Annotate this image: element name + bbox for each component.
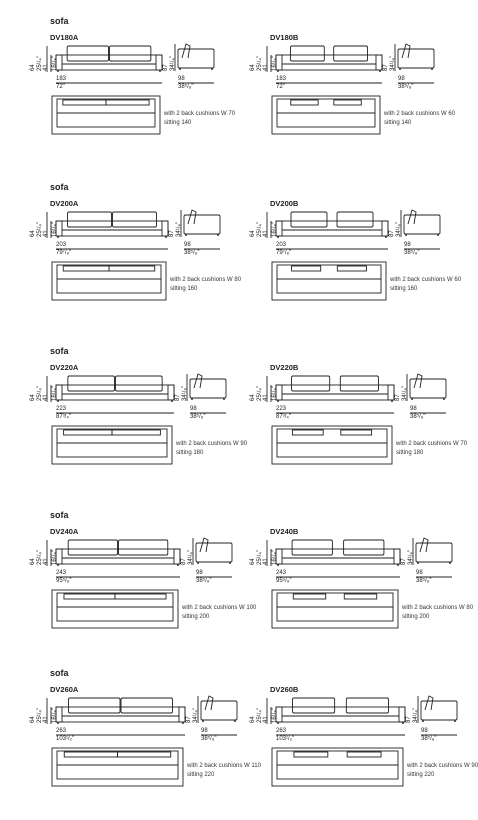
height-in-label: 25¹/₄" <box>37 222 43 237</box>
back-cushion-left <box>67 46 108 61</box>
height-in-label: 25¹/₄" <box>37 386 43 401</box>
side-height-in-label: 34¹/₄" <box>413 708 419 723</box>
side-back-cushion <box>402 44 410 58</box>
side-back-cushion <box>200 538 208 552</box>
sofa-front-body <box>276 707 405 722</box>
depth-in-label: 38⁵/₈" <box>196 578 212 584</box>
side-height-cm-label: 87 <box>163 64 169 71</box>
back-cushion-left <box>293 698 335 713</box>
back-cushion-right <box>113 212 157 227</box>
side-height-cm-label: 87 <box>406 716 412 723</box>
height-cm-label: 64 <box>250 716 256 723</box>
depth-in-label: 38⁵/₈" <box>416 578 432 584</box>
side-height-cm-label: 87 <box>383 64 389 71</box>
cushions-note: with 2 back cushions W 90 <box>407 763 478 769</box>
width-cm-label: 263 <box>276 728 287 734</box>
seat-cm-label: 41 <box>43 394 49 401</box>
sofa-front-body <box>276 549 400 564</box>
side-height-in-label: 34¹/₄" <box>408 550 414 565</box>
sitting-note: sitting 200 <box>182 614 210 620</box>
depth-cm-label: 98 <box>410 406 417 412</box>
width-in-label: 79⁷/₈" <box>276 250 292 256</box>
seat-cm-label: 41 <box>43 64 49 71</box>
side-height-cm-label: 87 <box>186 716 192 723</box>
height-cm-label: 64 <box>30 64 36 71</box>
width-in-label: 95⁵/₈" <box>56 578 72 584</box>
depth-cm-label: 98 <box>196 570 203 576</box>
width-in-label: 95⁵/₈" <box>276 578 292 584</box>
depth-cm-label: 98 <box>416 570 423 576</box>
depth-in-label: 38⁵/₈" <box>421 736 437 742</box>
side-back-cushion <box>188 210 196 224</box>
depth-in-label: 38⁵/₈" <box>178 84 194 90</box>
sitting-note: sitting 200 <box>402 614 430 620</box>
width-in-label: 79⁷/₈" <box>56 250 72 256</box>
depth-cm-label: 98 <box>178 76 185 82</box>
side-height-in-label: 34¹/₄" <box>188 550 194 565</box>
plan-outline <box>272 748 403 786</box>
plan-back-cushion-right <box>106 100 149 105</box>
seat-in-label: 16¹/₈" <box>52 56 58 71</box>
side-height-cm-label: 87 <box>401 558 407 565</box>
depth-cm-label: 98 <box>201 728 208 734</box>
side-back-cushion <box>194 374 202 388</box>
plan-back-cushion-left <box>64 430 112 435</box>
cushions-note: with 2 back cushions W 60 <box>384 111 456 117</box>
side-height-cm-label: 87 <box>169 230 175 237</box>
sitting-note: sitting 180 <box>396 450 424 456</box>
back-cushion-right <box>121 698 172 713</box>
section-title: sofa <box>50 182 69 192</box>
sofa-front-right-arm <box>179 707 185 722</box>
back-cushion-right <box>334 46 368 61</box>
plan-back-cushion-right <box>347 752 381 757</box>
height-cm-label: 64 <box>250 394 256 401</box>
back-cushion-right <box>340 376 378 391</box>
seat-cm-label: 41 <box>263 64 269 71</box>
sofa-front-right-arm <box>376 55 382 70</box>
sofa-front-right-arm <box>156 55 162 70</box>
side-height-in-label: 34¹/₄" <box>176 222 182 237</box>
height-in-label: 25¹/₄" <box>257 386 263 401</box>
back-cushion-left <box>291 212 327 227</box>
side-height-in-label: 34¹/₄" <box>193 708 199 723</box>
depth-in-label: 38⁵/₈" <box>398 84 414 90</box>
side-height-cm-label: 87 <box>175 394 181 401</box>
width-in-label: 103¹/₂" <box>276 736 295 742</box>
width-in-label: 103¹/₂" <box>56 736 75 742</box>
plan-back-cushion-right <box>341 430 372 435</box>
plan-outline <box>272 590 398 628</box>
sofa-front-right-arm <box>388 385 394 400</box>
model-code: DV180B <box>270 33 299 42</box>
cushions-note: with 2 back cushions W 110 <box>187 763 261 769</box>
side-height-cm-label: 87 <box>395 394 401 401</box>
back-cushion-right <box>110 46 151 61</box>
plan-outline <box>272 426 392 464</box>
cushions-note: with 2 back cushions W 90 <box>176 441 248 447</box>
model-code: DV180A <box>50 33 79 42</box>
width-cm-label: 263 <box>56 728 67 734</box>
seat-in-label: 16¹/₈" <box>52 550 58 565</box>
width-cm-label: 203 <box>56 242 67 248</box>
height-cm-label: 64 <box>250 230 256 237</box>
sofa-front-right-arm <box>162 221 168 236</box>
side-height-cm-label: 87 <box>389 230 395 237</box>
side-height-cm-label: 87 <box>181 558 187 565</box>
depth-cm-label: 98 <box>398 76 405 82</box>
depth-in-label: 38⁵/₈" <box>410 414 426 420</box>
seat-cm-label: 41 <box>263 558 269 565</box>
back-cushion-left <box>68 212 112 227</box>
section-title: sofa <box>50 346 69 356</box>
sitting-note: sitting 220 <box>187 772 215 778</box>
side-back-cushion <box>182 44 190 58</box>
cushions-note: with 2 back cushions W 70 <box>164 111 236 117</box>
sitting-note: sitting 180 <box>176 450 204 456</box>
depth-in-label: 38⁵/₈" <box>190 414 206 420</box>
model-code: DV240B <box>270 527 299 536</box>
back-cushion-left <box>68 540 117 555</box>
model-code: DV260A <box>50 685 79 694</box>
back-cushion-right <box>344 540 384 555</box>
width-in-label: 87³/₄" <box>56 414 71 420</box>
seat-cm-label: 41 <box>263 230 269 237</box>
width-cm-label: 223 <box>276 406 287 412</box>
plan-back-cushion-left <box>292 430 323 435</box>
sofa-front-body <box>276 385 394 400</box>
seat-in-label: 16¹/₈" <box>52 222 58 237</box>
side-height-in-label: 34¹/₄" <box>170 56 176 71</box>
sofa-front-body <box>276 221 388 236</box>
back-cushion-right <box>119 540 168 555</box>
back-cushion-left <box>292 540 332 555</box>
seat-in-label: 16¹/₈" <box>272 386 278 401</box>
width-cm-label: 183 <box>56 76 67 82</box>
plan-back-cushion-left <box>292 266 321 271</box>
height-in-label: 25¹/₄" <box>257 708 263 723</box>
side-back-cushion <box>420 538 428 552</box>
width-in-label: 72" <box>56 84 65 90</box>
plan-back-cushion-left <box>294 752 328 757</box>
sofa-front-body <box>56 221 168 236</box>
depth-in-label: 38⁵/₈" <box>201 736 217 742</box>
sitting-note: sitting 160 <box>390 286 418 292</box>
seat-in-label: 16¹/₈" <box>52 386 58 401</box>
sofa-front-right-arm <box>399 707 405 722</box>
back-cushion-left <box>292 376 330 391</box>
sofa-front-body <box>56 549 180 564</box>
width-in-label: 87³/₄" <box>276 414 291 420</box>
plan-back-cushion-right <box>337 266 366 271</box>
width-cm-label: 203 <box>276 242 287 248</box>
depth-cm-label: 98 <box>421 728 428 734</box>
back-cushion-left <box>290 46 324 61</box>
plan-back-cushion-right <box>115 594 166 599</box>
sofa-front-body <box>56 707 185 722</box>
cushions-note: with 2 back cushions W 60 <box>390 277 462 283</box>
height-cm-label: 64 <box>250 64 256 71</box>
cushions-note: with 2 back cushions W 80 <box>170 277 242 283</box>
height-in-label: 25¹/₄" <box>257 550 263 565</box>
model-code: DV220B <box>270 363 299 372</box>
side-back-cushion <box>205 696 213 710</box>
height-in-label: 25¹/₄" <box>257 56 263 71</box>
back-cushion-left <box>68 376 115 391</box>
width-cm-label: 243 <box>276 570 287 576</box>
depth-cm-label: 98 <box>190 406 197 412</box>
seat-cm-label: 41 <box>263 716 269 723</box>
back-cushion-left <box>69 698 120 713</box>
plan-back-cushion-right <box>112 430 160 435</box>
height-in-label: 25¹/₄" <box>37 56 43 71</box>
sofa-front-body <box>56 385 174 400</box>
plan-back-cushion-left <box>291 100 318 105</box>
depth-cm-label: 98 <box>184 242 191 248</box>
seat-in-label: 16¹/₈" <box>272 222 278 237</box>
depth-cm-label: 98 <box>404 242 411 248</box>
back-cushion-right <box>346 698 388 713</box>
sofa-front-body <box>276 55 382 70</box>
plan-back-cushion-right <box>118 752 171 757</box>
sofa-front-right-arm <box>174 549 180 564</box>
plan-back-cushion-left <box>64 752 117 757</box>
sofa-front-right-arm <box>382 221 388 236</box>
height-in-label: 25¹/₄" <box>37 708 43 723</box>
back-cushion-right <box>116 376 163 391</box>
back-cushion-right <box>337 212 373 227</box>
side-back-cushion <box>425 696 433 710</box>
sitting-note: sitting 140 <box>384 120 412 126</box>
sofa-front-body <box>56 55 162 70</box>
seat-cm-label: 41 <box>43 558 49 565</box>
height-in-label: 25¹/₄" <box>37 550 43 565</box>
model-code: DV200A <box>50 199 79 208</box>
sitting-note: sitting 220 <box>407 772 435 778</box>
side-height-in-label: 34¹/₄" <box>402 386 408 401</box>
cushions-note: with 2 back cushions W 70 <box>396 441 468 447</box>
side-height-in-label: 34¹/₄" <box>182 386 188 401</box>
height-cm-label: 64 <box>250 558 256 565</box>
plan-back-cushion-right <box>334 100 361 105</box>
plan-outline <box>272 262 386 300</box>
height-cm-label: 64 <box>30 394 36 401</box>
plan-outline <box>272 96 380 134</box>
section-title: sofa <box>50 668 69 678</box>
cushions-note: with 2 back cushions W 100 <box>182 605 257 611</box>
height-cm-label: 64 <box>30 558 36 565</box>
seat-cm-label: 41 <box>43 230 49 237</box>
sitting-note: sitting 140 <box>164 120 192 126</box>
width-cm-label: 223 <box>56 406 67 412</box>
seat-in-label: 16¹/₈" <box>272 708 278 723</box>
plan-back-cushion-left <box>64 594 115 599</box>
seat-in-label: 16¹/₈" <box>272 56 278 71</box>
seat-in-label: 16¹/₈" <box>52 708 58 723</box>
plan-back-cushion-left <box>63 100 106 105</box>
height-cm-label: 64 <box>30 716 36 723</box>
section-title: sofa <box>50 510 69 520</box>
plan-back-cushion-right <box>344 594 376 599</box>
model-code: DV200B <box>270 199 299 208</box>
side-height-in-label: 34¹/₄" <box>396 222 402 237</box>
cushions-note: with 2 back cushions W 80 <box>402 605 474 611</box>
side-back-cushion <box>414 374 422 388</box>
sitting-note: sitting 160 <box>170 286 198 292</box>
seat-cm-label: 41 <box>263 394 269 401</box>
model-code: DV220A <box>50 363 79 372</box>
plan-back-cushion-right <box>109 266 155 271</box>
model-code: DV240A <box>50 527 79 536</box>
side-back-cushion <box>408 210 416 224</box>
plan-back-cushion-left <box>63 266 109 271</box>
depth-in-label: 38⁵/₈" <box>184 250 200 256</box>
side-height-in-label: 34¹/₄" <box>390 56 396 71</box>
sofa-front-right-arm <box>168 385 174 400</box>
sofa-front-right-arm <box>394 549 400 564</box>
width-cm-label: 243 <box>56 570 67 576</box>
width-in-label: 72" <box>276 84 285 90</box>
height-in-label: 25¹/₄" <box>257 222 263 237</box>
width-cm-label: 183 <box>276 76 287 82</box>
depth-in-label: 38⁵/₈" <box>404 250 420 256</box>
seat-cm-label: 41 <box>43 716 49 723</box>
section-title: sofa <box>50 16 69 26</box>
height-cm-label: 64 <box>30 230 36 237</box>
seat-in-label: 16¹/₈" <box>272 550 278 565</box>
plan-back-cushion-left <box>293 594 325 599</box>
model-code: DV260B <box>270 685 299 694</box>
